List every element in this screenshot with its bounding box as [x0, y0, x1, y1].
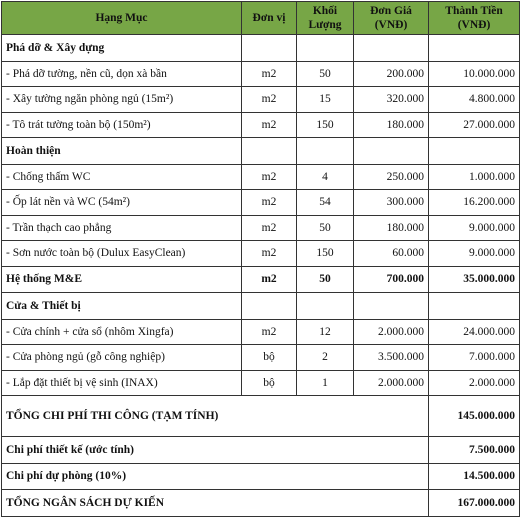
row-quantity: 50: [297, 215, 354, 241]
row-unit: m2: [242, 61, 297, 87]
row-unit-price: 60.000: [354, 241, 429, 267]
row-unit-price: 3.500.000: [354, 345, 429, 371]
header-price-line2: (VNĐ): [374, 19, 408, 31]
header-total-line1: Thành Tiền: [445, 5, 503, 17]
header-quantity: [297, 2, 354, 35]
row-quantity: 150: [297, 241, 354, 267]
row-unit-price: 200.000: [354, 61, 429, 87]
header-price-line1: Đơn Giá: [370, 5, 412, 17]
header-unit-price: [354, 2, 429, 35]
summary-body: [2, 396, 520, 517]
table-row: [2, 370, 520, 396]
row-total: 4.800.000: [429, 87, 520, 113]
row-quantity: [297, 35, 354, 62]
row-unit-price: 700.000: [354, 266, 429, 293]
row-unit: m2: [242, 112, 297, 138]
design-cost-row: [2, 437, 520, 464]
section-row: [2, 293, 520, 320]
row-item-name: - Phá dỡ tường, nền cũ, dọn xà bần: [2, 61, 242, 87]
row-item-name: Phá dỡ & Xây dựng: [2, 35, 242, 62]
row-total: 9.000.000: [429, 241, 520, 267]
row-quantity: [297, 293, 354, 320]
row-quantity: 54: [297, 190, 354, 216]
construction-total-row: [2, 396, 520, 437]
budget-total-row: [2, 490, 520, 517]
header-quantity-line2: Lượng: [308, 19, 342, 31]
table-row: [2, 345, 520, 371]
row-total: 35.000.000: [429, 266, 520, 293]
row-item-name: Cửa & Thiết bị: [2, 293, 242, 320]
row-unit-price: 2.000.000: [354, 319, 429, 345]
header-unit: Đơn vị: [242, 2, 297, 35]
row-quantity: 12: [297, 319, 354, 345]
row-unit: bộ: [242, 370, 297, 396]
row-unit-price: 2.000.000: [354, 370, 429, 396]
row-unit: [242, 138, 297, 165]
table-row: [2, 319, 520, 345]
row-quantity: 4: [297, 164, 354, 190]
row-unit: bộ: [242, 345, 297, 371]
row-item-name: - Sơn nước toàn bộ (Dulux EasyClean): [2, 241, 242, 267]
section-row: [2, 266, 520, 293]
row-unit: m2: [242, 266, 297, 293]
row-item-name: - Xây tường ngăn phòng ngủ (15m²): [2, 87, 242, 113]
table-row: [2, 87, 520, 113]
row-unit-price: 180.000: [354, 112, 429, 138]
row-total: [429, 138, 520, 165]
row-unit-price: 180.000: [354, 215, 429, 241]
header-total: [429, 2, 520, 35]
row-unit-price: 320.000: [354, 87, 429, 113]
header-total-line2: (VNĐ): [457, 19, 491, 31]
row-quantity: 2: [297, 345, 354, 371]
row-unit-price: 300.000: [354, 190, 429, 216]
row-total: 9.000.000: [429, 215, 520, 241]
table-row: [2, 164, 520, 190]
row-unit-price: [354, 35, 429, 62]
row-item-name: - Tô trát tường toàn bộ (150m²): [2, 112, 242, 138]
row-total: 27.000.000: [429, 112, 520, 138]
row-unit: m2: [242, 164, 297, 190]
contingency-row: [2, 463, 520, 490]
row-item-name: - Lắp đặt thiết bị vệ sinh (INAX): [2, 370, 242, 396]
section-row: [2, 35, 520, 62]
row-quantity: 150: [297, 112, 354, 138]
section-row: [2, 138, 520, 165]
row-total: 2.000.000: [429, 370, 520, 396]
row-unit: m2: [242, 87, 297, 113]
row-total: 7.000.000: [429, 345, 520, 371]
row-item-name: - Cửa phòng ngủ (gỗ công nghiệp): [2, 345, 242, 371]
row-total: 1.000.000: [429, 164, 520, 190]
construction-total-label: TỔNG CHI PHÍ THI CÔNG (TẠM TÍNH): [2, 396, 429, 437]
row-unit: m2: [242, 190, 297, 216]
table-row: [2, 61, 520, 87]
construction-total-value: 145.000.000: [429, 396, 520, 437]
row-quantity: 50: [297, 61, 354, 87]
row-item-name: - Cửa chính + cửa sổ (nhôm Xingfa): [2, 319, 242, 345]
row-unit: m2: [242, 319, 297, 345]
row-total: 16.200.000: [429, 190, 520, 216]
header-item: Hạng Mục: [2, 2, 242, 35]
table-row: [2, 112, 520, 138]
row-item-name: - Trần thạch cao phẳng: [2, 215, 242, 241]
row-unit: [242, 293, 297, 320]
row-quantity: [297, 138, 354, 165]
row-quantity: 50: [297, 266, 354, 293]
row-total: 24.000.000: [429, 319, 520, 345]
table-row: [2, 241, 520, 267]
design-cost-label: Chi phí thiết kế (ước tính): [2, 437, 429, 464]
row-unit-price: 250.000: [354, 164, 429, 190]
table-row: [2, 215, 520, 241]
row-item-name: - Chống thấm WC: [2, 164, 242, 190]
contingency-value: 14.500.000: [429, 463, 520, 490]
budget-total-value: 167.000.000: [429, 490, 520, 517]
row-unit-price: [354, 293, 429, 320]
row-item-name: - Ốp lát nền và WC (54m²): [2, 190, 242, 216]
row-item-name: Hệ thống M&E: [2, 266, 242, 293]
row-unit-price: [354, 138, 429, 165]
header-row: [2, 2, 520, 35]
budget-total-label: TỔNG NGÂN SÁCH DỰ KIẾN: [2, 490, 429, 517]
budget-table: [1, 1, 520, 517]
row-total: [429, 293, 520, 320]
row-unit: m2: [242, 241, 297, 267]
row-quantity: 15: [297, 87, 354, 113]
row-quantity: 1: [297, 370, 354, 396]
row-unit: m2: [242, 215, 297, 241]
table-body: [2, 35, 520, 396]
contingency-label: Chi phí dự phòng (10%): [2, 463, 429, 490]
header-quantity-line1: Khối: [312, 5, 338, 17]
row-unit: [242, 35, 297, 62]
row-item-name: Hoàn thiện: [2, 138, 242, 165]
design-cost-value: 7.500.000: [429, 437, 520, 464]
table-row: [2, 190, 520, 216]
row-total: [429, 35, 520, 62]
row-total: 10.000.000: [429, 61, 520, 87]
